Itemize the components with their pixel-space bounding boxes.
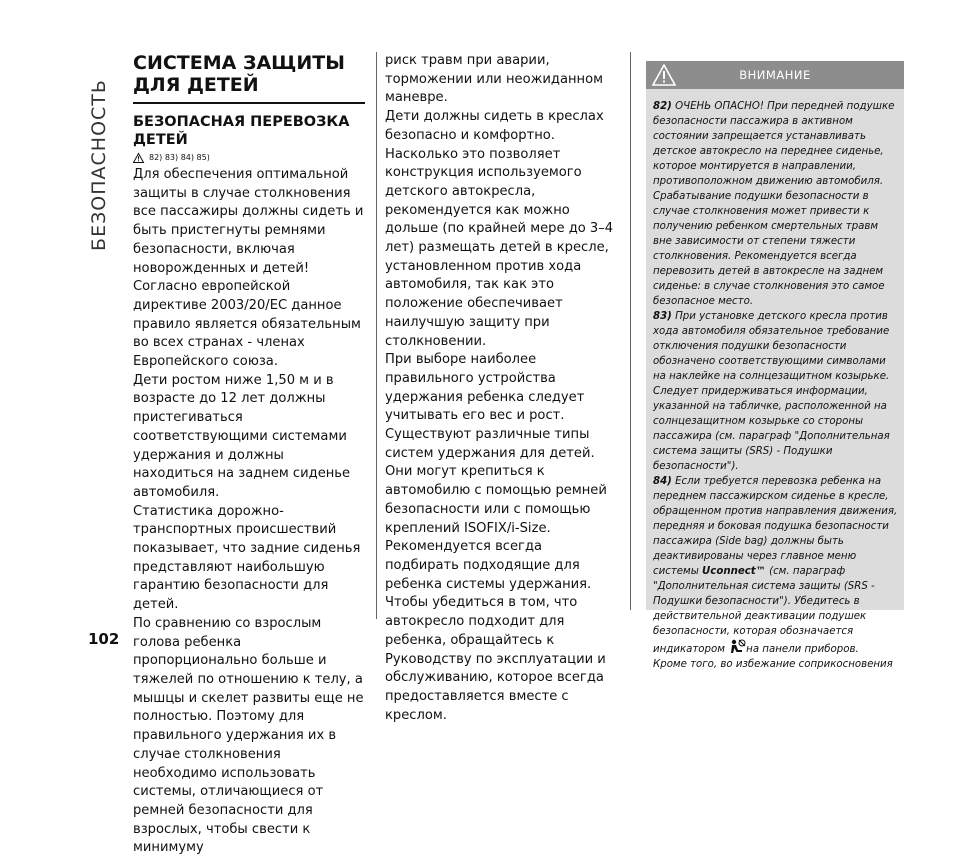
paragraph: Рекомендуется всегда подбирать подходящие для ребенка системы удержания. Чтобы убедиться в том, что автокресло подходит для ребенка, обращайтесь к Руководству по эксплуатации и обслуживанию, которое всегда предоставляется вместе с креслом. xyxy=(385,539,606,723)
warning-item-84 xyxy=(653,474,900,657)
warning-references xyxy=(133,151,365,165)
paragraph: риск травм при аварии, торможении или неожиданном маневре. xyxy=(385,53,604,106)
column-divider xyxy=(376,52,377,619)
column-middle xyxy=(385,52,617,725)
warning-number: 84) xyxy=(653,476,672,487)
warning-item-82 xyxy=(653,99,900,309)
paragraph: Для обеспечения оптимальной защиты в случае столкновения все пассажиры должны сидеть и быть пристегнуты ремнями безопасности, включая новорожденных и детей! xyxy=(133,167,364,276)
warning-text: на панели приборов. xyxy=(746,644,859,655)
warning-text: (см. параграф "Дополнительная система защиты (SRS - Подушки безопасности"). Убедитесь в действительной деактивации подушек безопасности, которая обозначается индикатором xyxy=(653,566,875,655)
subsection-title: БЕЗОПАСНАЯ ПЕРЕВОЗКА ДЕТЕЙ xyxy=(133,114,350,148)
warning-item-83 xyxy=(653,309,900,474)
airbag-off-indicator-icon xyxy=(728,639,746,655)
column-left xyxy=(133,52,365,858)
warning-text: При установке детского кресла против хода автомобиля обязательное требование отключения подушки безопасности обозначено соответствующими символами на наклейке на солнцезащитном козырьке. Следует придерживаться информации, указанной на табличке, расположенной на солнцезащитном козырьке со стороны пассажира (см. параграф "Дополнительная система защиты (SRS) - Подушки безопасности"). xyxy=(653,311,890,472)
section-tab-label: БЕЗОПАСНОСТЬ xyxy=(88,79,110,251)
warning-title: ВНИМАНИЕ xyxy=(739,68,811,82)
warning-panel xyxy=(646,61,904,670)
warning-text: Если требуется перевозка ребенка на переднем пассажирском сиденье в кресле, обращенном против направления движения, передняя и боковая подушка безопасности пассажира (Side bag) должны быть деактивированы через главное меню системы xyxy=(653,476,898,577)
reference-numbers: 82) 83) 84) 85) xyxy=(149,153,210,162)
paragraph: При выборе наиболее правильного устройства удержания ребенка следует учитывать его вес и рост. Существуют различные типы систем удержания для детей. Они могут крепиться к автомобилю с помощью ремней безопасности или с помощью креплений ISOFIX/i-Size. xyxy=(385,352,607,536)
warning-body xyxy=(646,89,904,670)
paragraph: Согласно европейской директиве 2003/20/ЕС данное правило является обязательным во всех странах - членах Европейского союза. xyxy=(133,279,361,370)
warning-item-85: Кроме того, во избежание соприкосновения xyxy=(653,659,893,670)
warning-triangle-icon xyxy=(133,153,144,163)
column-divider xyxy=(630,52,631,610)
warning-number: 82) xyxy=(653,101,672,112)
warning-header xyxy=(646,61,904,89)
section-title: СИСТЕМА ЗАЩИТЫ ДЛЯ ДЕТЕЙ xyxy=(133,52,365,104)
paragraph: По сравнению со взрослым голова ребенка пропорционально больше и тяжелей по отношению к телу, а мышцы и скелет развиты еще не полностью. Поэтому для правильного удержания их в случае столкновения необходимо использовать системы, отличающиеся от ремней безопасности для взрослых, чтобы свести к минимуму xyxy=(133,615,364,856)
paragraph: Дети должны сидеть в креслах безопасно и комфортно. Насколько это позволяет конструкция используемого детского автокресла, рекомендуется как можно дольше (по крайней мере до 3–4 лет) размещать детей в кресле, установленном против хода автомобиля, так как это положение обеспечивает наилучшую защиту при столкновении. xyxy=(385,109,614,349)
warning-text: ОЧЕНЬ ОПАСНО! При передней подушке безопасности пассажира в активном состоянии запрещается устанавливать детское автокресло на переднее сиденье, которое монтируется в направлении, противоположном движению автомобиля. Срабатывание подушки безопасности в случае столкновения может привести к получению ребенком смертельных травм вне зависимости от степени тяжести столкновения. Рекомендуется всегда перевозить детей в автокресле на заднем сиденье: в случае столкновения это самое безопасное место. xyxy=(653,101,895,307)
paragraph: Дети ростом ниже 1,50 м и в возрасте до 12 лет должны пристегиваться соответствующими системами удержания и должны находиться на заднем сиденье автомобиля. xyxy=(133,372,351,500)
warning-number: 83) xyxy=(653,311,672,322)
section-tab xyxy=(88,40,110,290)
page-number: 102 xyxy=(88,630,120,648)
brand-name: Uconnect™ xyxy=(702,566,766,577)
paragraph: Статистика дорожно-транспортных происшествий показывает, что задние сиденья представляют наибольшую гарантию безопасности для детей. xyxy=(133,503,361,613)
